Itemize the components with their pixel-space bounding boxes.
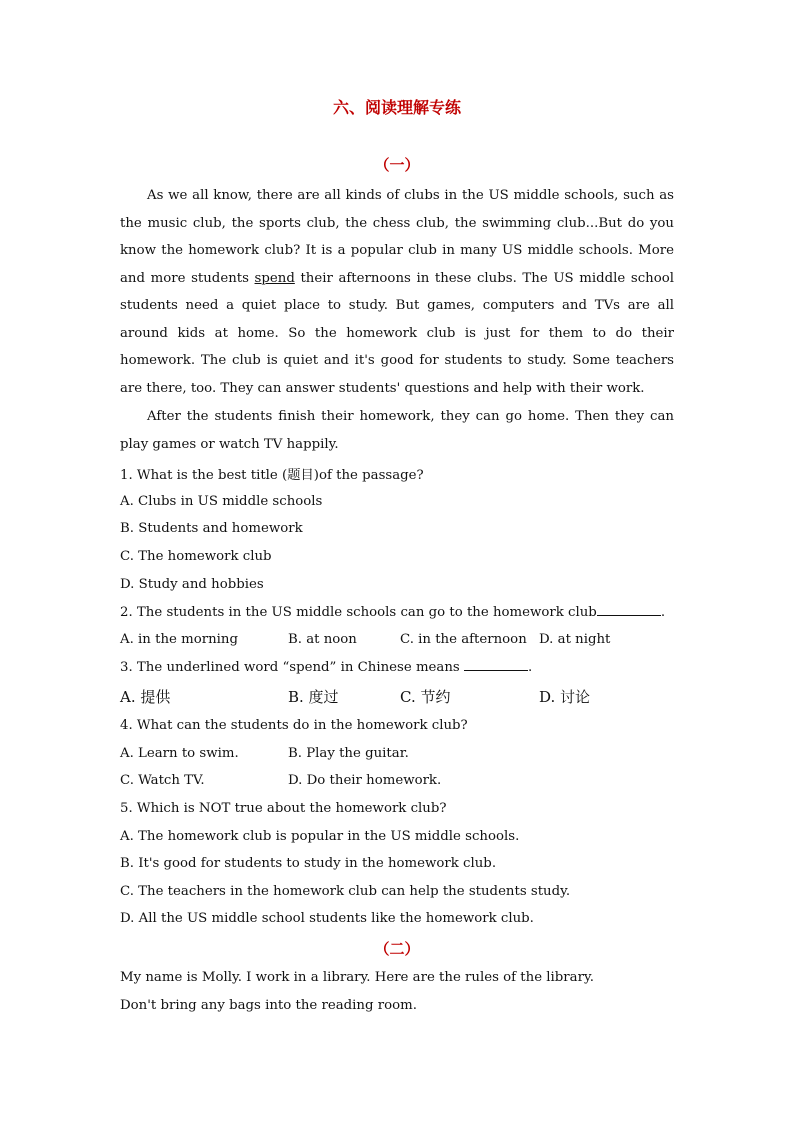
question-3-option-a: A. 提供	[120, 688, 171, 706]
passage-paragraph-1	[120, 182, 674, 402]
question-4: 4. What can the students do in the homework club?	[120, 718, 468, 733]
question-3-option-d: D. 讨论	[539, 688, 591, 706]
question-3-end: .	[527, 660, 533, 675]
question-4-option-c: C. Watch TV.	[120, 773, 205, 788]
question-5-option-d: D. All the US middle school students like the homework club.	[120, 911, 534, 926]
paragraph-2-text: After the students finish their homework, they can go home. Then they can play games or watch TV happily.	[120, 409, 674, 452]
question-5-option-a: A. The homework club is popular in the US middle schools.	[120, 829, 520, 844]
question-1-option-a: A. Clubs in US middle schools	[120, 494, 323, 509]
section-two-line-2: Don't bring any bags into the reading room.	[120, 998, 417, 1013]
answer-blank	[597, 604, 661, 616]
question-5-option-c: C. The teachers in the homework club can help the students study.	[120, 884, 571, 899]
question-1-option-b: B. Students and homework	[120, 521, 303, 536]
question-2-option-b: B. at noon	[288, 632, 357, 647]
question-4-option-d: D. Do their homework.	[288, 773, 442, 788]
paragraph-1-text-after: their afternoons in these clubs. The US middle school students need a quiet place to study. But games, computers and TVs are all around kids at home. So the homework club is just for them to do their homework. The club is quiet and it's good for students to study. Some teachers are there, too. They can answer students' questions and help with their work.	[120, 270, 674, 396]
question-2-option-c: C. in the afternoon	[400, 632, 527, 647]
question-1: 1. What is the best title (题目)of the passage?	[120, 468, 424, 483]
question-2	[120, 604, 665, 620]
question-1-option-c: C. The homework club	[120, 549, 272, 564]
section-two-line-1: My name is Molly. I work in a library. Here are the rules of the library.	[120, 970, 594, 985]
paragraph-1-text-before: As we all know, there are all kinds of clubs in the US middle schools, such as the music club, the sports club, the chess club, the swimming club...But do you know the homework club? It is a popular club in many US middle schools. More and more students	[120, 188, 674, 286]
section-one-heading: （一）	[374, 156, 420, 174]
question-2-option-a: A. in the morning	[120, 632, 238, 647]
question-4-option-b: B. Play the guitar.	[288, 746, 409, 761]
question-3	[120, 659, 532, 675]
question-5-option-b: B. It's good for students to study in the homework club.	[120, 856, 497, 871]
question-2-text: 2. The students in the US middle schools can go to the homework club	[120, 605, 597, 620]
passage-paragraph-2	[120, 403, 674, 458]
question-2-option-d: D. at night	[539, 632, 611, 647]
question-4-option-a: A. Learn to swim.	[120, 746, 239, 761]
question-3-text: 3. The underlined word “spend” in Chinese means	[120, 660, 460, 675]
section-two-heading: （二）	[374, 940, 420, 958]
answer-blank	[464, 659, 528, 671]
question-3-option-b: B. 度过	[288, 688, 339, 706]
page-title: 六、阅读理解专练	[332, 98, 461, 117]
question-3-option-c: C. 节约	[400, 688, 451, 706]
question-2-end: .	[660, 605, 666, 620]
question-5: 5. Which is NOT true about the homework club?	[120, 801, 447, 816]
underlined-word-spend: spend	[254, 270, 295, 286]
question-1-option-d: D. Study and hobbies	[120, 577, 264, 592]
